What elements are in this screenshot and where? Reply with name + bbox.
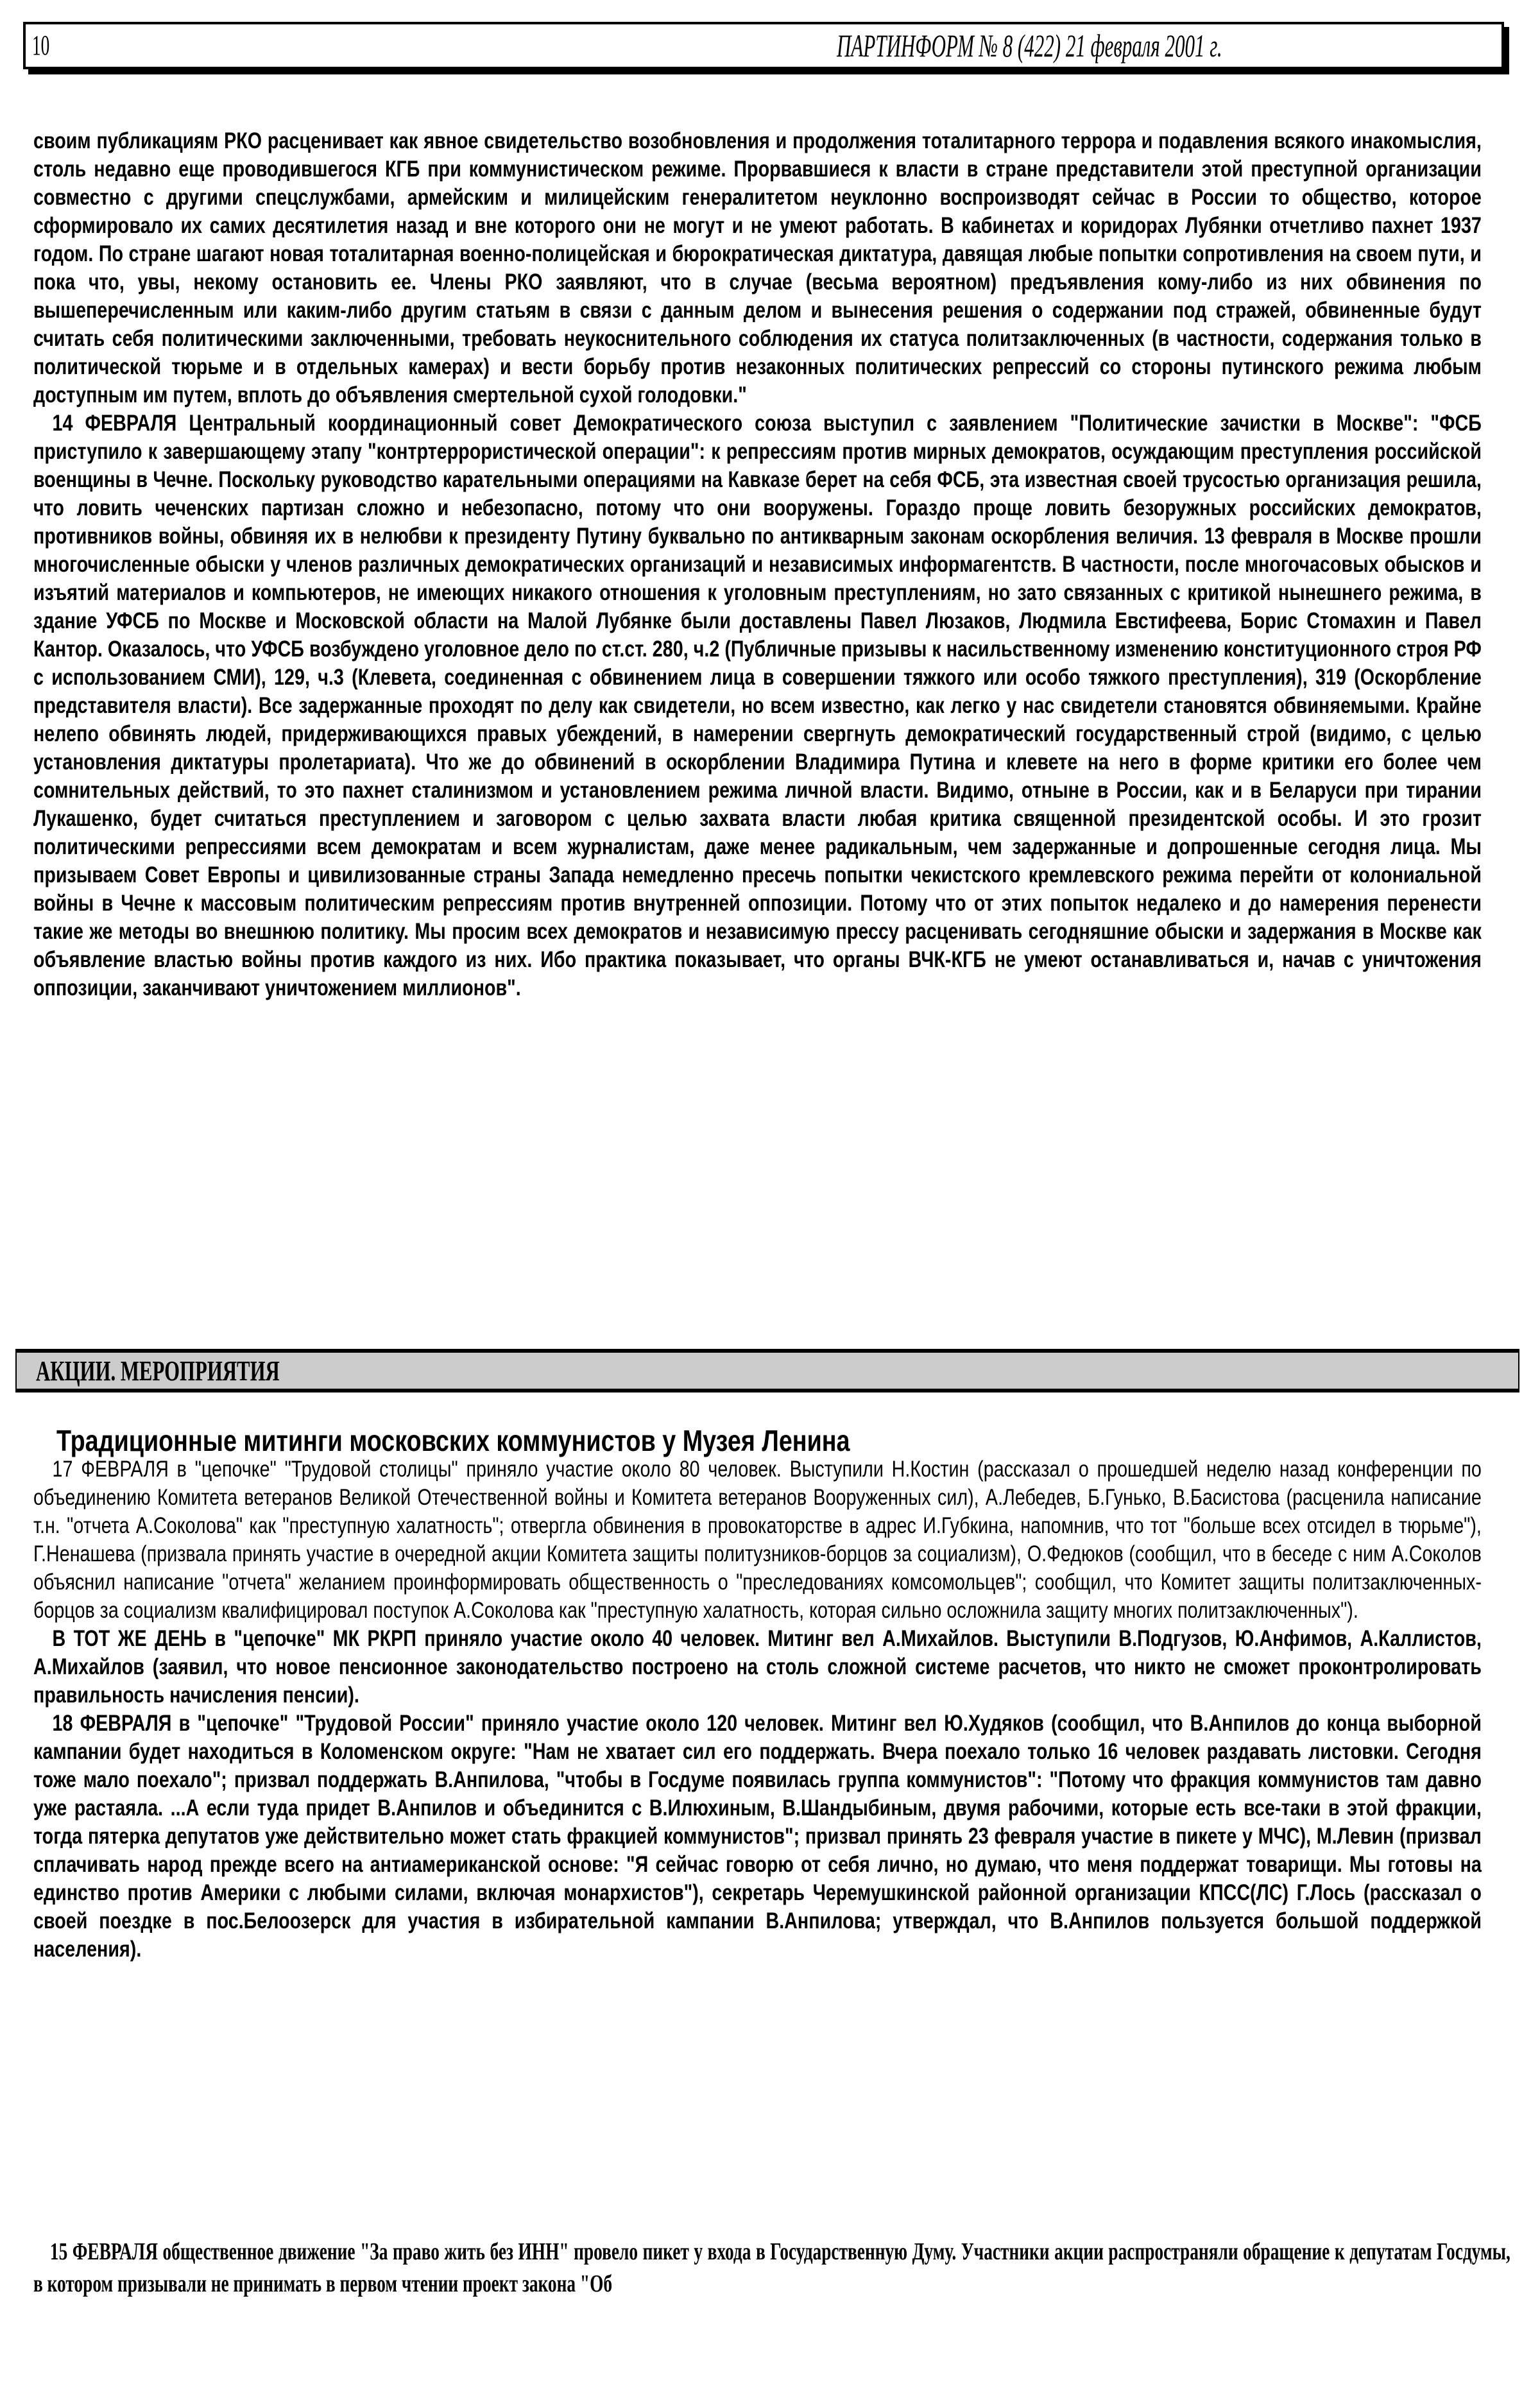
- paragraph-lead-date: 14 ФЕВРАЛЯ: [52, 411, 177, 436]
- paragraph-text: 15 ФЕВРАЛЯ общественное движение "За право жить без ИНН" провело пикет у входа в Государственную Думу. Участники акции распространяли обращение к депутатам Госдумы, в котором призывали не принимать в первом чтении проект закона "Об: [33, 2238, 1510, 2297]
- paragraph-feb14: [33, 409, 1482, 1002]
- page-number: 10: [32, 30, 50, 61]
- paragraph-lead-date: 18 ФЕВРАЛЯ: [52, 1711, 172, 1736]
- paragraph-text: в "цепочке" "Трудовой России" приняло участие около 120 человек. Митинг вел Ю.Худяков (сообщил, что В.Анпилов до конца выборной кампании будет находиться в Коломенском округе: "Нам не хватает сил его поддержать. Вчера поехало только 16 человек раздавать листовки. Сегодня тоже мало поехало"; призвал поддержать В.Анпилова, "чтобы в Госдуме появилась группа коммунистов": "Потому что фракция коммунистов там давно уже растаяла. ...А если туда придет В.Анпилов и объединится с В.Илюхиным, В.Шандыбиным, двумя рабочими, которые есть все-таки в этой фракции, тогда пятерка депутатов уже действительно может стать фракцией коммунистов"; призвал принять 23 февраля участие в пикете у МЧС), М.Левин (призвал сплачивать народ прежде всего на антиамериканской основе: "Я сейчас говорю от себя лично, но думаю, что меня поддержат товарищи. Мы готовы на единство против Америки с любыми силами, включая монархистов"), секретарь Черемушкинской районной организации КПСС(ЛС) Г.Лось (рассказал о своей поездке в пос.Белоозерск для участия в избирательной кампании В.Анпилова; утверждал, что В.Анпилов пользуется большой поддержкой населения).: [33, 1711, 1482, 1962]
- paragraph-text: своим публикациям РКО расценивает как явное свидетельство возобновления и продолжения тоталитарного террора и подавления всякого инакомыслия, столь недавно еще проводившегося КГБ при коммунистическом режиме. Прорвавшиеся к власти в стране представители этой преступной организации совместно с другими спецслужбами, армейским и милицейским генералитетом неуклонно воспроизводят сейчас в России то общество, которое сформировало их самих десятилетия назад и вне которого они не могут и не умеют работать. В кабинетах и коридорах Лубянки отчетливо пахнет 1937 годом. По стране шагают новая тоталитарная военно-полицейская и бюрократическая диктатура, давящая любые попытки сопротивления на своем пути, и пока что, увы, некому остановить ее. Члены РКО заявляют, что в случае (весьма вероятном) предъявления кому-либо из них обвинения по вышеперечисленным или каким-либо другим статьям в связи с данным делом и вынесения решения о содержании под стражей, обвиненные будут считать себя политическими заключенными, требовать неукоснительного соблюдения их статуса политзаключенных (в частности, содержания только в политической тюрьме и в отдельных камерах) и вести борьбу против незаконных политических репрессий со стороны путинского режима любым доступным им путем, вплоть до объявления смертельной сухой голодовки.": [33, 128, 1482, 407]
- publication-title: ПАРТИНФОРМ № 8 (422) 21 февраля 2001 г.: [837, 28, 1222, 64]
- article-headline: Традиционные митинги московских коммунистов у Музея Ленина: [56, 1424, 850, 1457]
- paragraph-lead-date: В ТОТ ЖЕ ДЕНЬ: [52, 1626, 207, 1651]
- page-header: [23, 22, 1504, 69]
- paragraph-feb17: [33, 1455, 1482, 1625]
- section-header: [15, 1349, 1519, 1392]
- paragraph-feb15-inn: [33, 2236, 1510, 2300]
- section-title: АКЦИИ. МЕРОПРИЯТИЯ: [36, 1355, 280, 1387]
- paragraph-text: 17 ФЕВРАЛЯ в "цепочке" "Трудовой столицы" приняло участие около 80 человек. Выступили Н.Костин (рассказал о прошедшей неделю назад конференции по объединению Комитета ветеранов Великой Отечественной войны и Комитета ветеранов Вооруженных сил), А.Лебедев, Б.Гунько, В.Басистова (расценила написание т.н. "отчета А.Соколова" как "преступную халатность"; отвергла обвинения в провокаторстве в адрес И.Губкина, напомнив, что тот "больше всех отсидел в тюрьме"), Г.Ненашева (призвала принять участие в очередной акции Комитета защиты политузников-борцов за социализм), О.Федюков (сообщил, что в беседе с ним А.Соколов объяснил написание "отчета" желанием проинформировать общественность о "преследованиях комсомольцев"; сообщил, что Комитет защиты политзаключенных-борцов за социализм квалифицировал поступок А.Соколова как "преступную халатность, которая сильно осложнила защиту многих политзаключенных").: [33, 1457, 1482, 1623]
- paragraph-rko-statement: [33, 127, 1482, 409]
- article-continuation: [33, 127, 1481, 1002]
- paragraph-text: в "цепочке" МК РКРП приняло участие около 40 человек. Митинг вел А.Михайлов. Выступили В.Подгузов, Ю.Анфимов, А.Каллистов, А.Михайлов (заявил, что новое пенсионное законодательство построено на столь сложной системе расчетов, что никто не сможет проконтролировать правильность начисления пенсии).: [33, 1626, 1482, 1708]
- paragraph-text: Центральный координационный совет Демократического союза выступил с заявлением "Политические зачистки в Москве": "ФСБ приступило к завершающему этапу "контртеррористической операции": к репрессиям против мирных демократов, осуждающим преступления российской военщины в Чечне. Поскольку руководство карательными операциями на Кавказе берет на себя ФСБ, эта известная своей трусостью организация решила, что ловить чеченских партизан сложно и небезопасно, потому что они вооружены. Гораздо проще ловить безоружных российских демократов, противников войны, обвиняя их в нелюбви к президенту Путину буквально по антикварным законам оскорбления величия. 13 февраля в Москве прошли многочисленные обыски у членов различных демократических организаций и независимых информагентств. В частности, после многочасовых обысков и изъятий материалов и компьютеров, не имеющих никакого отношения к уголовным преступлениям, но зато связанных с критикой нынешнего режима, в здание УФСБ по Москве и Московской области на Малой Лубянке были доставлены Павел Люзаков, Людмила Евстифеева, Борис Стомахин и Павел Кантор. Оказалось, что УФСБ возбуждено уголовное дело по ст.ст. 280, ч.2 (Публичные призывы к насильственному изменению конституционного строя РФ с использованием СМИ), 129, ч.3 (Клевета, соединенная с обвинением лица в совершении тяжкого или особо тяжкого преступления), 319 (Оскорбление представителя власти). Все задержанные проходят по делу как свидетели, но всем известно, как легко у нас свидетели становятся обвиняемыми. Крайне нелепо обвинять людей, придерживающихся правых убеждений, в намерении свергнуть демократический государственный строй (видимо, с целью установления диктатуры пролетариата). Что же до обвинений в оскорблении Владимира Путина и клевете на него в форме критики его более чем сомнительных действий, то это пахнет сталинизмом и установлением режима личной власти. Видимо, отныне в России, как и в Беларуси при тирании Лукашенко, будет считаться преступлением и заговором с целью захвата власти любая критика священной президентской особы. И это грозит политическими репрессиями всем демократам и всем журналистам, даже менее радикальным, чем задержанные и допрошенные сегодня лица. Мы призываем Совет Европы и цивилизованные страны Запада немедленно пресечь попытки чекистского кремлевского режима перейти от колониальной войны в Чечне к массовым политическим репрессиям против внутренней оппозиции. Потому что от этих попыток недалеко и до намерения перенести такие же методы во внешнюю политику. Мы просим всех демократов и независимую прессу расценивать сегодняшние обыски и задержания в Москве как объявление властью войны против каждого из них. Ибо практика показывает, что органы ВЧК-КГБ не умеют останавливаться и, начав с уничтожения оппозиции, заканчивают уничтожением миллионов".: [33, 411, 1482, 1000]
- paragraph-same-day: [33, 1625, 1482, 1709]
- paragraph-feb18: [33, 1709, 1482, 1964]
- article-body: [33, 1455, 1481, 1964]
